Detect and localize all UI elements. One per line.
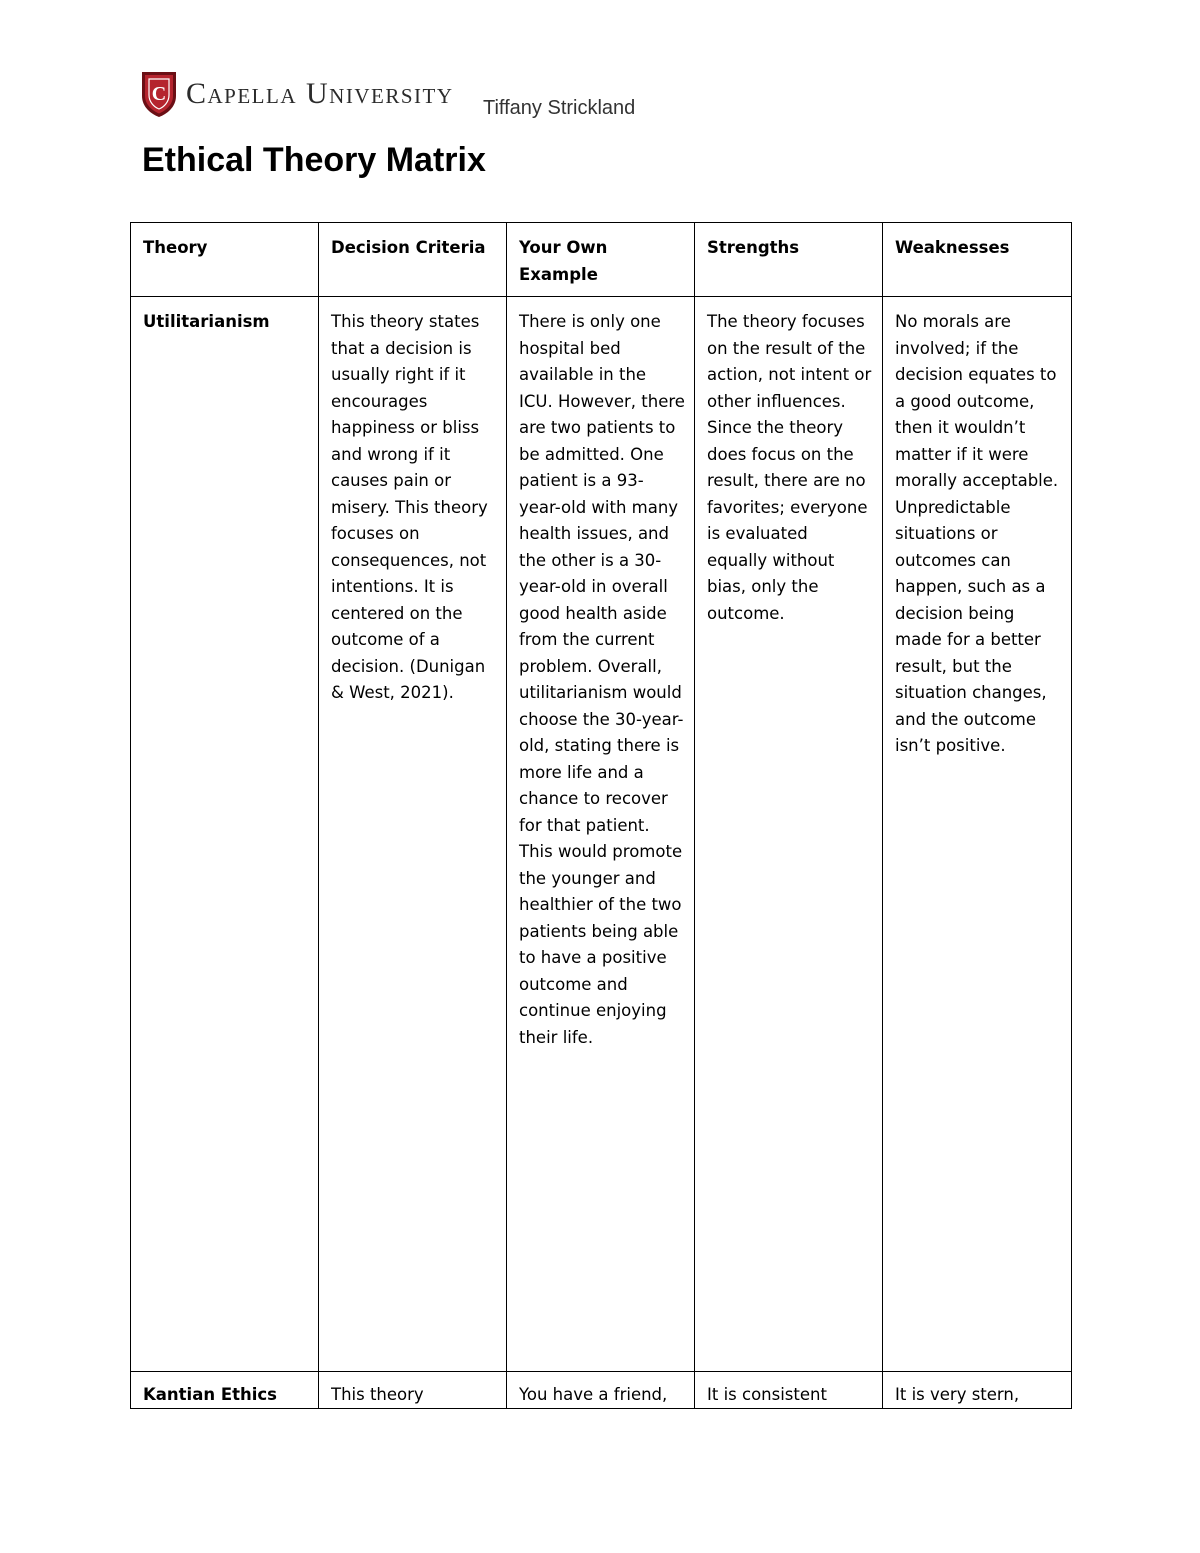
- column-header-decision-criteria: Decision Criteria: [319, 223, 507, 297]
- document-title: Ethical Theory Matrix: [142, 141, 486, 179]
- decision-criteria-cell: [319, 1371, 507, 1408]
- decision-criteria-cell: This theory states that a decision is usually right if it encourages happiness or bliss and wrong if it causes pain or misery. This theory focuses on consequences, not intentions. It is centered on the outcome of a decision. (Dunigan & West, 2021).: [319, 297, 507, 1372]
- column-header-theory: Theory: [131, 223, 319, 297]
- theory-text: Kantian Ethics: [143, 1384, 277, 1404]
- example-cell: There is only one hospital bed available in the ICU. However, there are two patients to be admitted. One patient is a 93-year-old with many health issues, and the other is a 30-year-old in overall good health aside from the current problem. Overall, utilitarianism would choose the 30-year-old, stating there is more life and a chance to recover for that patient. This would promote the younger and healthier of the two patients being able to have a positive outcome and continue enjoying their life.: [507, 297, 695, 1372]
- decision-criteria-text: This theory: [331, 1384, 424, 1404]
- weaknesses-cell: No morals are involved; if the decision equates to a good outcome, then it wouldn’t matter if it were morally acceptable. Unpredictable situations or outcomes can happen, such as a decision being made for a better result, but the situation changes, and the outcome isn’t positive.: [883, 297, 1072, 1372]
- weaknesses-text: It is very stern,: [895, 1384, 1020, 1404]
- shield-icon: [140, 70, 178, 118]
- column-header-example: Your Own Example: [507, 223, 695, 297]
- table-row: [131, 1371, 1072, 1408]
- university-name: Capella University: [186, 77, 454, 110]
- weaknesses-cell: [883, 1371, 1072, 1408]
- column-header-strengths: Strengths: [695, 223, 883, 297]
- strengths-cell: The theory focuses on the result of the action, not intent or other influences. Since the theory does focus on the result, there are no favorites; everyone is evaluated equally without bias, only the outcome.: [695, 297, 883, 1372]
- svg-text:C: C: [151, 83, 167, 105]
- capella-university-logo: [140, 70, 454, 118]
- author-name: Tiffany Strickland: [483, 97, 636, 119]
- example-text: You have a friend,: [519, 1384, 668, 1404]
- strengths-text: It is consistent: [707, 1384, 827, 1404]
- strengths-cell: [695, 1371, 883, 1408]
- table-header-row: [131, 223, 1072, 297]
- theory-cell: [131, 1371, 319, 1408]
- theory-cell: Utilitarianism: [131, 297, 319, 1372]
- ethical-theory-matrix: [130, 222, 1072, 1409]
- table-row: [131, 297, 1072, 1372]
- example-cell: [507, 1371, 695, 1408]
- column-header-weaknesses: Weaknesses: [883, 223, 1072, 297]
